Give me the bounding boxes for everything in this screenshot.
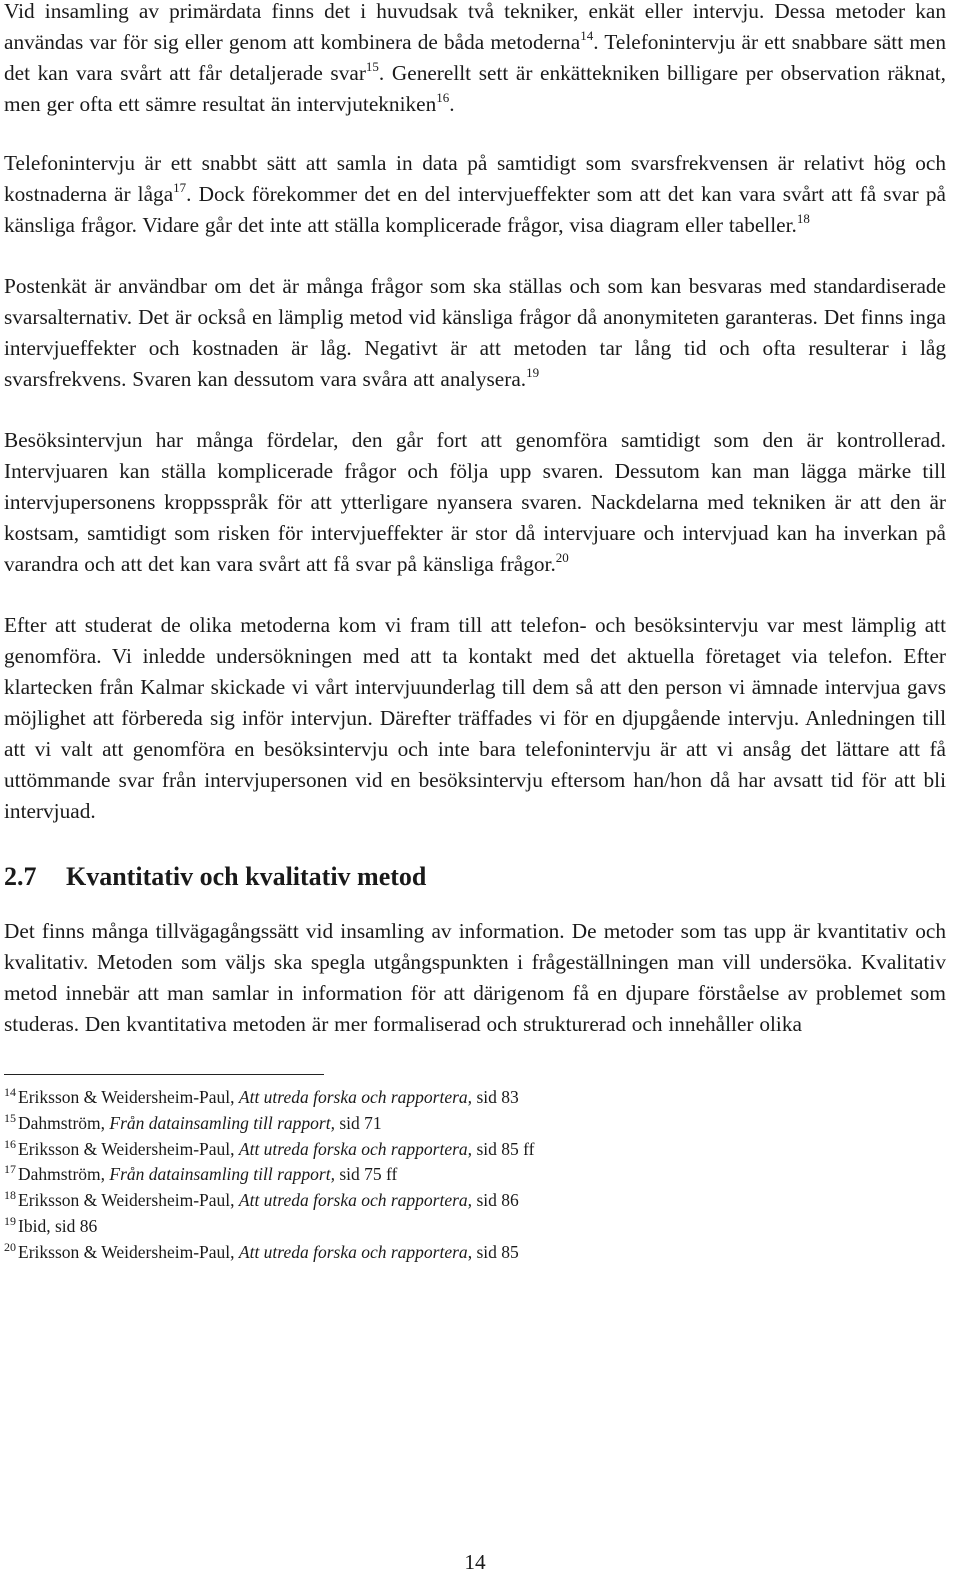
footnote-number: 17 bbox=[4, 1162, 16, 1177]
footnote-16 bbox=[4, 1137, 946, 1163]
footnote-author: Eriksson & Weidersheim-Paul, bbox=[18, 1190, 239, 1211]
footnote-author: Eriksson & Weidersheim-Paul, bbox=[18, 1138, 239, 1159]
footnotes bbox=[4, 1085, 946, 1266]
paragraph-telephone-interview bbox=[4, 148, 946, 241]
footnote-author: Ibid, sid 86 bbox=[18, 1215, 98, 1236]
footnote-title: Att utreda forska och rapportera, bbox=[238, 1087, 473, 1107]
text-run: Postenkät är användbar om det är många frågor som ska ställas och som kan besvaras med standardiserade svarsalternativ. Det är också en lämplig metod vid känsliga frågor då anonymiteten garanteras. Det finns inga intervjueffekter och kostnaden är låg. Negativt är att metoden tar lång tid och ofta resulterar i låg svarsfrekvens. Svaren kan dessutom vara svåra att analysera. bbox=[4, 274, 946, 391]
footnote-author: Eriksson & Weidersheim-Paul, bbox=[18, 1241, 239, 1262]
footnote-title: Från datainsamling till rapport, bbox=[109, 1112, 335, 1133]
footnote-number: 20 bbox=[4, 1239, 16, 1254]
footnote-number: 14 bbox=[4, 1085, 16, 1099]
footnote-15 bbox=[4, 1111, 946, 1137]
text-run: Telefonintervju är ett snabbt sätt att samla in data på samtidigt som svarsfrekvensen är relativt hög och kostnaderna är låga bbox=[4, 151, 946, 206]
footnote-number: 16 bbox=[4, 1136, 16, 1151]
footnote-ref-16: 16 bbox=[436, 90, 450, 105]
footnote-page: , sid 85 bbox=[467, 1241, 519, 1262]
text-run: Vid insamling av primärdata finns det i huvudsak två tekniker, enkät eller intervju. Dessa metoder kan användas var för sig eller genom att kombinera de båda metoderna bbox=[4, 0, 946, 54]
footnote-page: sid 75 ff bbox=[334, 1164, 398, 1185]
text-run: Det finns många tillvägagångssätt vid insamling av information. De metoder som tas upp är kvantitativ och kvalitativ. Metoden som väljs ska spegla utgångspunkten i frågeställningen man vill undersöka. Kvalitativ metod innebär att man samlar in information för att därigenom få en djupare förståelse av problemet som studeras. Den kvantitativa metoden är mer formaliserad och strukturerad och innehåller olika bbox=[4, 919, 946, 1036]
text-run: Besöksintervjun har många fördelar, den går fort att genomföra samtidigt som den är kontrollerad. Intervjuaren kan ställa komplicerade frågor och följa upp svaren. Dessutom kan man lägga märke till intervjupersonens kroppsspråk för att ytterligare nyansera svaren. Nackdelarna med tekniken är att den är kostsam, samtidigt som risken för intervjueffekter är stor då intervjuare och intervjuad kan ha inverkan på varandra och att det kan vara svårt att få svar på känsliga frågor. bbox=[4, 428, 946, 576]
footnote-20 bbox=[4, 1240, 946, 1266]
footnote-title: Att utreda forska och rapportera bbox=[238, 1241, 468, 1262]
footnote-author: Eriksson & Weidersheim-Paul, bbox=[18, 1087, 239, 1107]
paragraph-postal-survey bbox=[4, 271, 946, 395]
paragraph-visit-interview bbox=[4, 425, 946, 580]
document-page bbox=[4, 0, 946, 1266]
paragraph-method-choice bbox=[4, 610, 946, 827]
footnote-author: Dahmström, bbox=[18, 1164, 110, 1185]
footnote-ref-20: 20 bbox=[555, 550, 569, 565]
footnote-number: 19 bbox=[4, 1213, 16, 1228]
footnote-14 bbox=[4, 1085, 946, 1111]
footnote-ref-18: 18 bbox=[796, 211, 810, 226]
footnote-19 bbox=[4, 1214, 946, 1240]
section-number: 2.7 bbox=[4, 862, 37, 891]
footnote-title: Från datainsamling till rapport, bbox=[109, 1164, 335, 1185]
footnote-ref-17: 17 bbox=[173, 180, 187, 195]
section-heading bbox=[4, 857, 946, 897]
paragraph-primary-data bbox=[4, 0, 946, 120]
footnote-18 bbox=[4, 1188, 946, 1214]
footnote-ref-19: 19 bbox=[526, 365, 540, 380]
footnote-page: sid 85 ff bbox=[472, 1138, 535, 1159]
text-run: . Telefonintervju är ett snabbare sätt men det kan vara svårt att får detaljerade svar bbox=[4, 30, 946, 85]
text-run: . Dock förekommer det en del intervjueffekter som att det kan vara svårt att få svar på känsliga frågor. Vidare går det inte att ställa komplicerade frågor, visa diagram eller tabeller. bbox=[4, 182, 946, 237]
footnote-page: sid 83 bbox=[472, 1087, 519, 1107]
footnote-title: Att utreda forska och rapportera, bbox=[238, 1138, 473, 1159]
footnote-ref-15: 15 bbox=[365, 59, 379, 74]
footnote-number: 15 bbox=[4, 1110, 16, 1125]
text-run: . Generellt sett är enkättekniken billigare per observation räknat, men ger ofta ett sämre resultat än intervjutekniken bbox=[4, 61, 946, 116]
footnote-author: Dahmström, bbox=[18, 1112, 110, 1133]
text-run: Efter att studerat de olika metoderna kom vi fram till att telefon- och besöksintervju var mest lämplig att genomföra. Vi inledde undersökningen med att ta kontakt med det aktuella företaget via telefon. Efter klartecken från Kalmar skickade vi vårt intervjuunderlag till dem så att den person vi ämnade intervjua gavs möjlighet att förbereda sig inför intervjun. Därefter träffades vi för en djupgående intervju. Anledningen till att vi valt att genomföra en besöksintervju och inte bara telefonintervju är att vi ansåg det lättare att få uttömmande svar från intervjupersonen vid en besöksintervju eftersom han/hon då har avsatt tid för att bli intervjuad. bbox=[4, 613, 946, 823]
footnote-title: Att utreda forska och rapportera, bbox=[238, 1190, 473, 1211]
footnote-page: sid 86 bbox=[472, 1190, 519, 1211]
footnote-page: sid 71 bbox=[334, 1112, 382, 1133]
footnote-number: 18 bbox=[4, 1188, 16, 1203]
text-run: . bbox=[449, 92, 455, 116]
paragraph-quant-qual bbox=[4, 916, 946, 1040]
footnote-separator bbox=[4, 1074, 324, 1075]
footnote-17 bbox=[4, 1162, 946, 1188]
page-number: 14 bbox=[464, 1550, 486, 1574]
footnote-ref-14: 14 bbox=[580, 28, 594, 43]
section-title: Kvantitativ och kvalitativ metod bbox=[66, 862, 427, 891]
